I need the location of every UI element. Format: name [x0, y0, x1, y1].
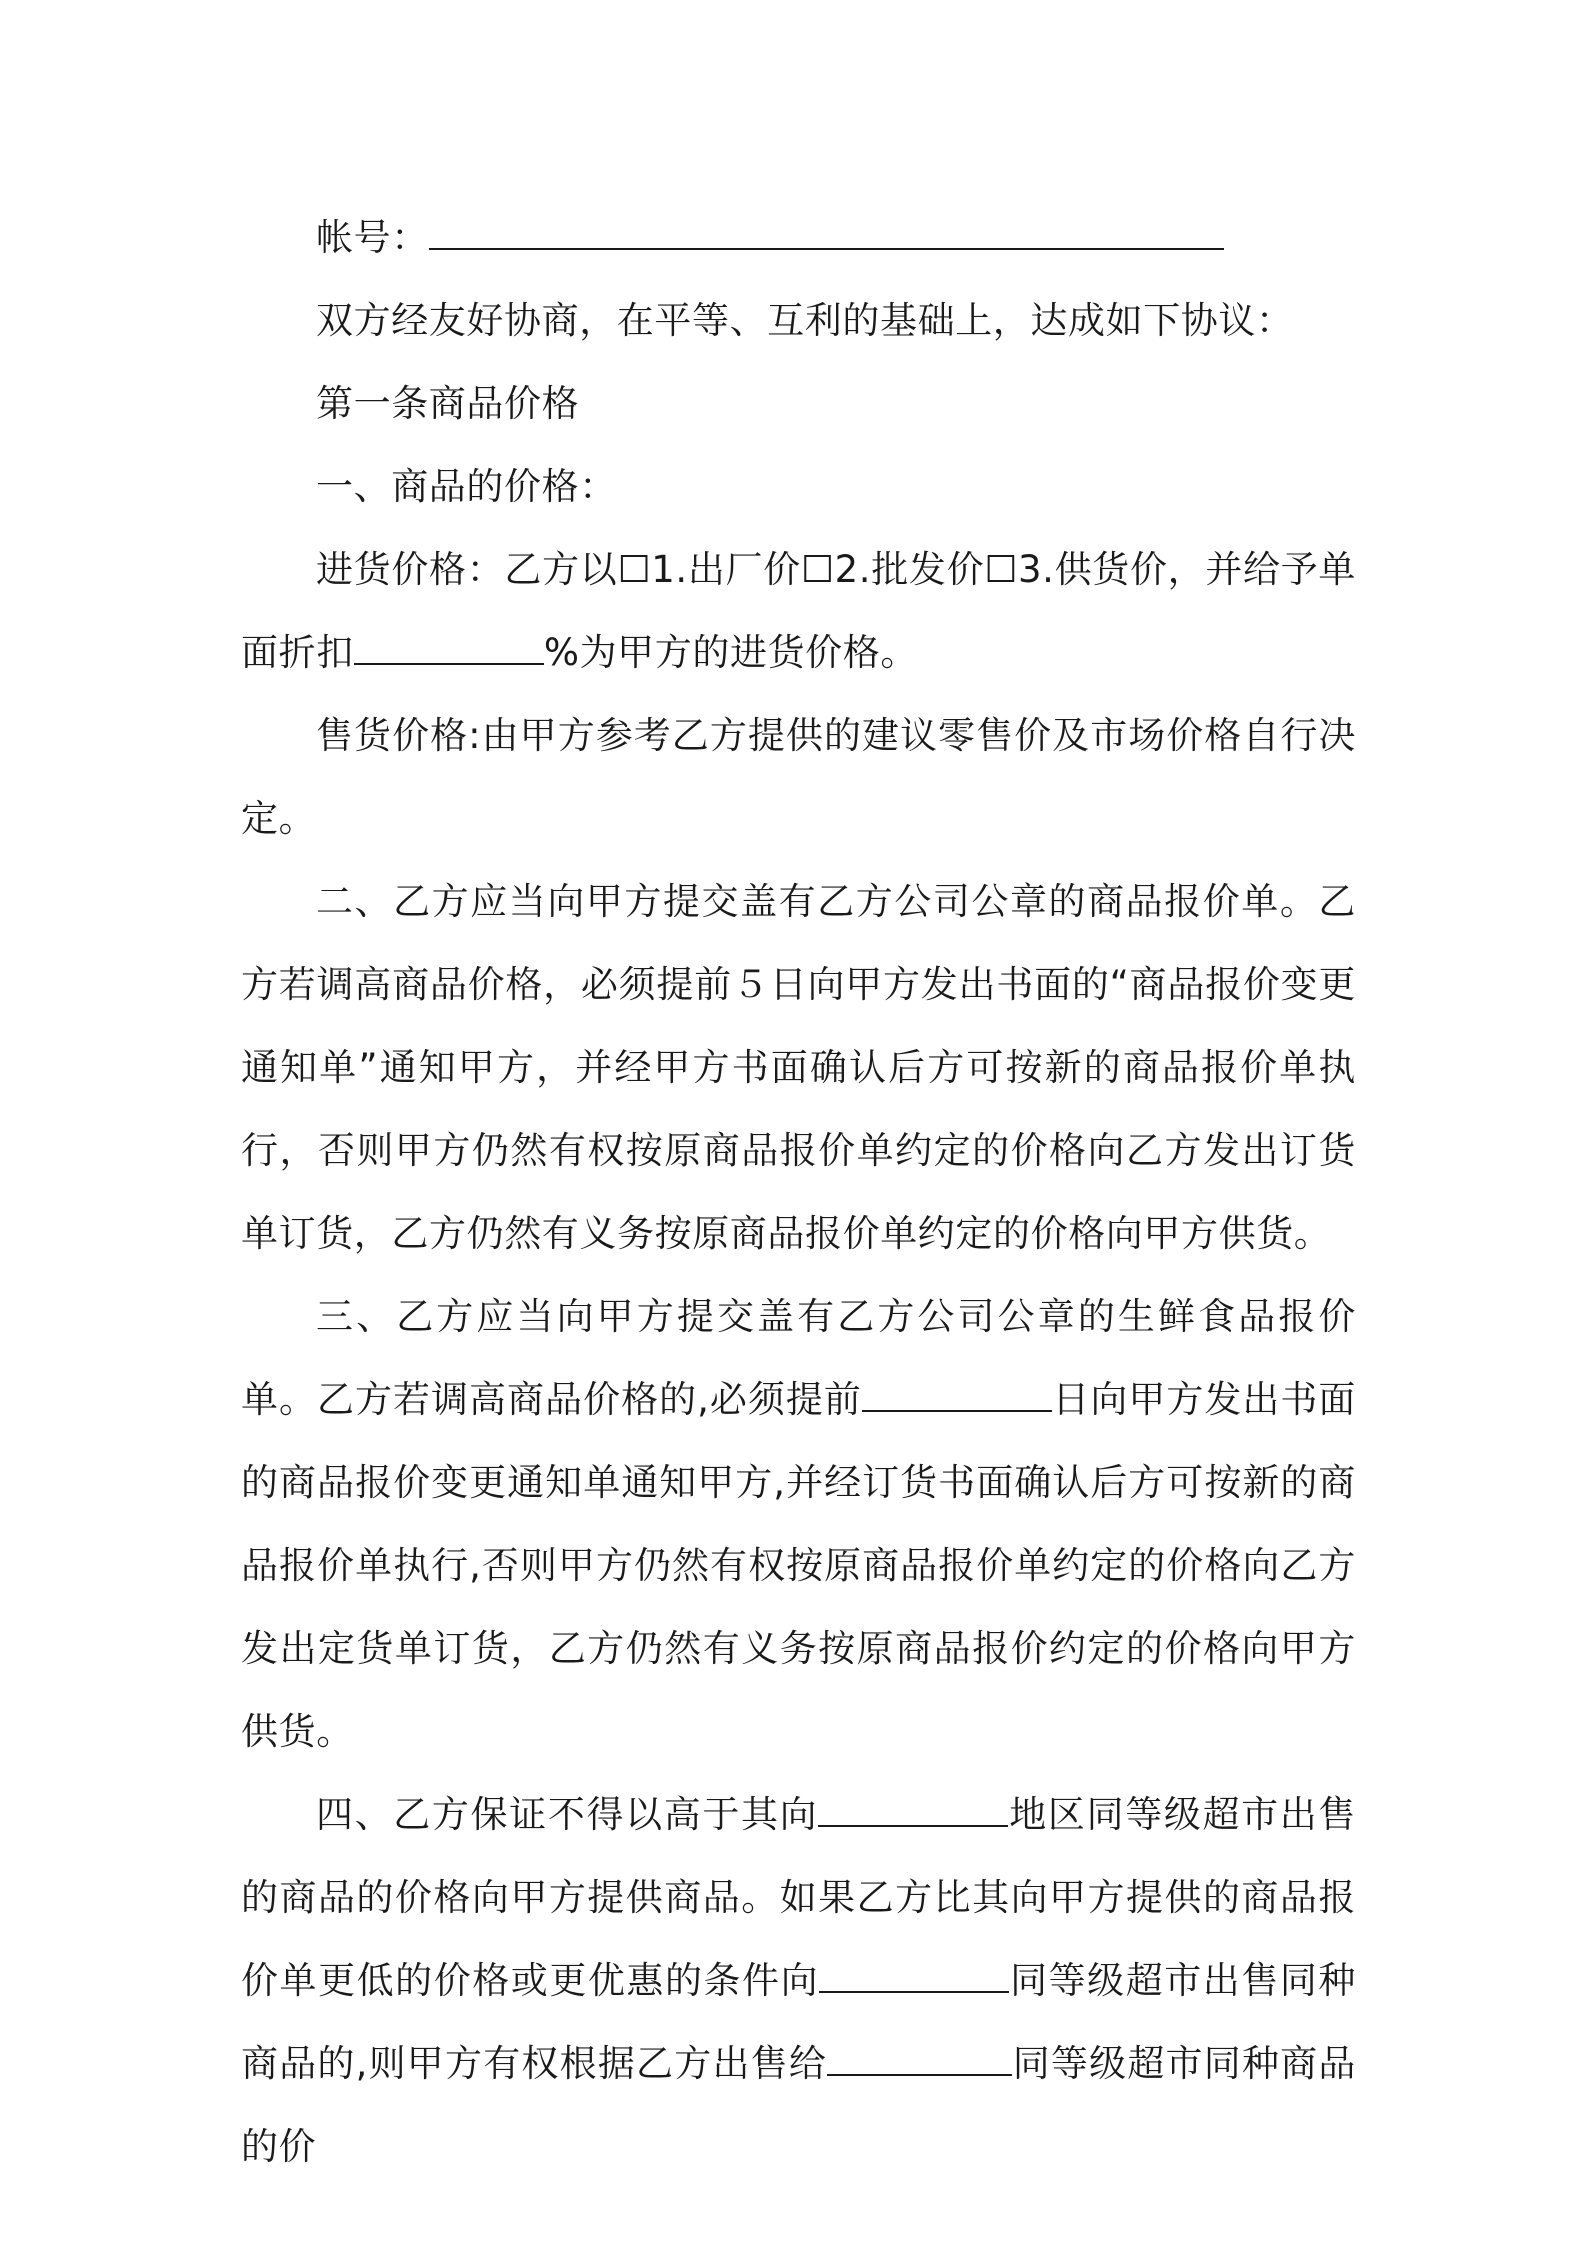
purchase-price-text-b: %为甲方的进货价格。	[543, 631, 918, 674]
purchase-price-paragraph	[241, 528, 1356, 694]
section3-paragraph	[241, 1275, 1356, 1773]
article1-title: 第一条商品价格	[316, 382, 580, 425]
region-blank[interactable]	[818, 1791, 1008, 1827]
section2-paragraph: 二、乙方应当向甲方提交盖有乙方公司公章的商品报价单。乙方若调高商品价格，必须提前５日向甲方发出书面的“商品报价变更通知单”通知甲方，并经甲方书面确认后方可按新的商品报价单执行，否则甲方仍然有权按原商品报价单约定的价格向乙方发出订货单订货，乙方仍然有义务按原商品报价单约定的价格向甲方供货。	[241, 880, 1356, 1255]
section4-text-d: 同等级超市同种商品的价	[241, 2042, 1356, 2168]
section3-text-b: 日向甲方发出书面的商品报价变更通知单通知甲方,并经订货书面确认后方可按新的商品报价单执行,否则甲方仍然有权按原商品报价单约定的价格向乙方发出定货单订货，乙方仍然有义务按原商品报价约定的价格向甲方供货。	[241, 1378, 1356, 1753]
supermarket-blank-1[interactable]	[819, 1957, 1009, 1993]
section1-title: 一、商品的价格：	[316, 465, 617, 508]
intro-paragraph: 双方经友好协商，在平等、互利的基础上，达成如下协议：	[316, 299, 1294, 342]
supermarket-blank-2[interactable]	[827, 2040, 1012, 2076]
section4-text-c: 同等级超市出售同种商品的,则甲方有权根据乙方出售给	[241, 1959, 1356, 2085]
section3-text-a: 三、乙方应当向甲方提交盖有乙方公司公章的生鲜食品报价单。乙方若调高商品价格的,必须提前	[241, 1295, 1356, 1421]
document-body	[241, 196, 1356, 2188]
section4-text-a: 四、乙方保证不得以高于其向	[316, 1793, 819, 1836]
section4-paragraph	[241, 1773, 1356, 2188]
purchase-price-text-a: 进货价格：乙方以☐1.出厂价☐2.批发价☐3.供货价，并给予单面折扣	[241, 548, 1356, 674]
account-line	[241, 196, 1356, 279]
selling-price-paragraph: 售货价格:由甲方参考乙方提供的建议零售价及市场价格自行决定。	[241, 714, 1356, 840]
discount-blank[interactable]	[354, 629, 544, 665]
account-blank[interactable]	[429, 214, 1224, 250]
days-blank[interactable]	[862, 1376, 1052, 1412]
account-label: 帐号：	[316, 216, 429, 259]
section4-text-b: 地区同等级超市出售的商品的价格向甲方提供商品。如果乙方比其向甲方提供的商品报价单更低的价格或更优惠的条件向	[241, 1793, 1356, 2002]
